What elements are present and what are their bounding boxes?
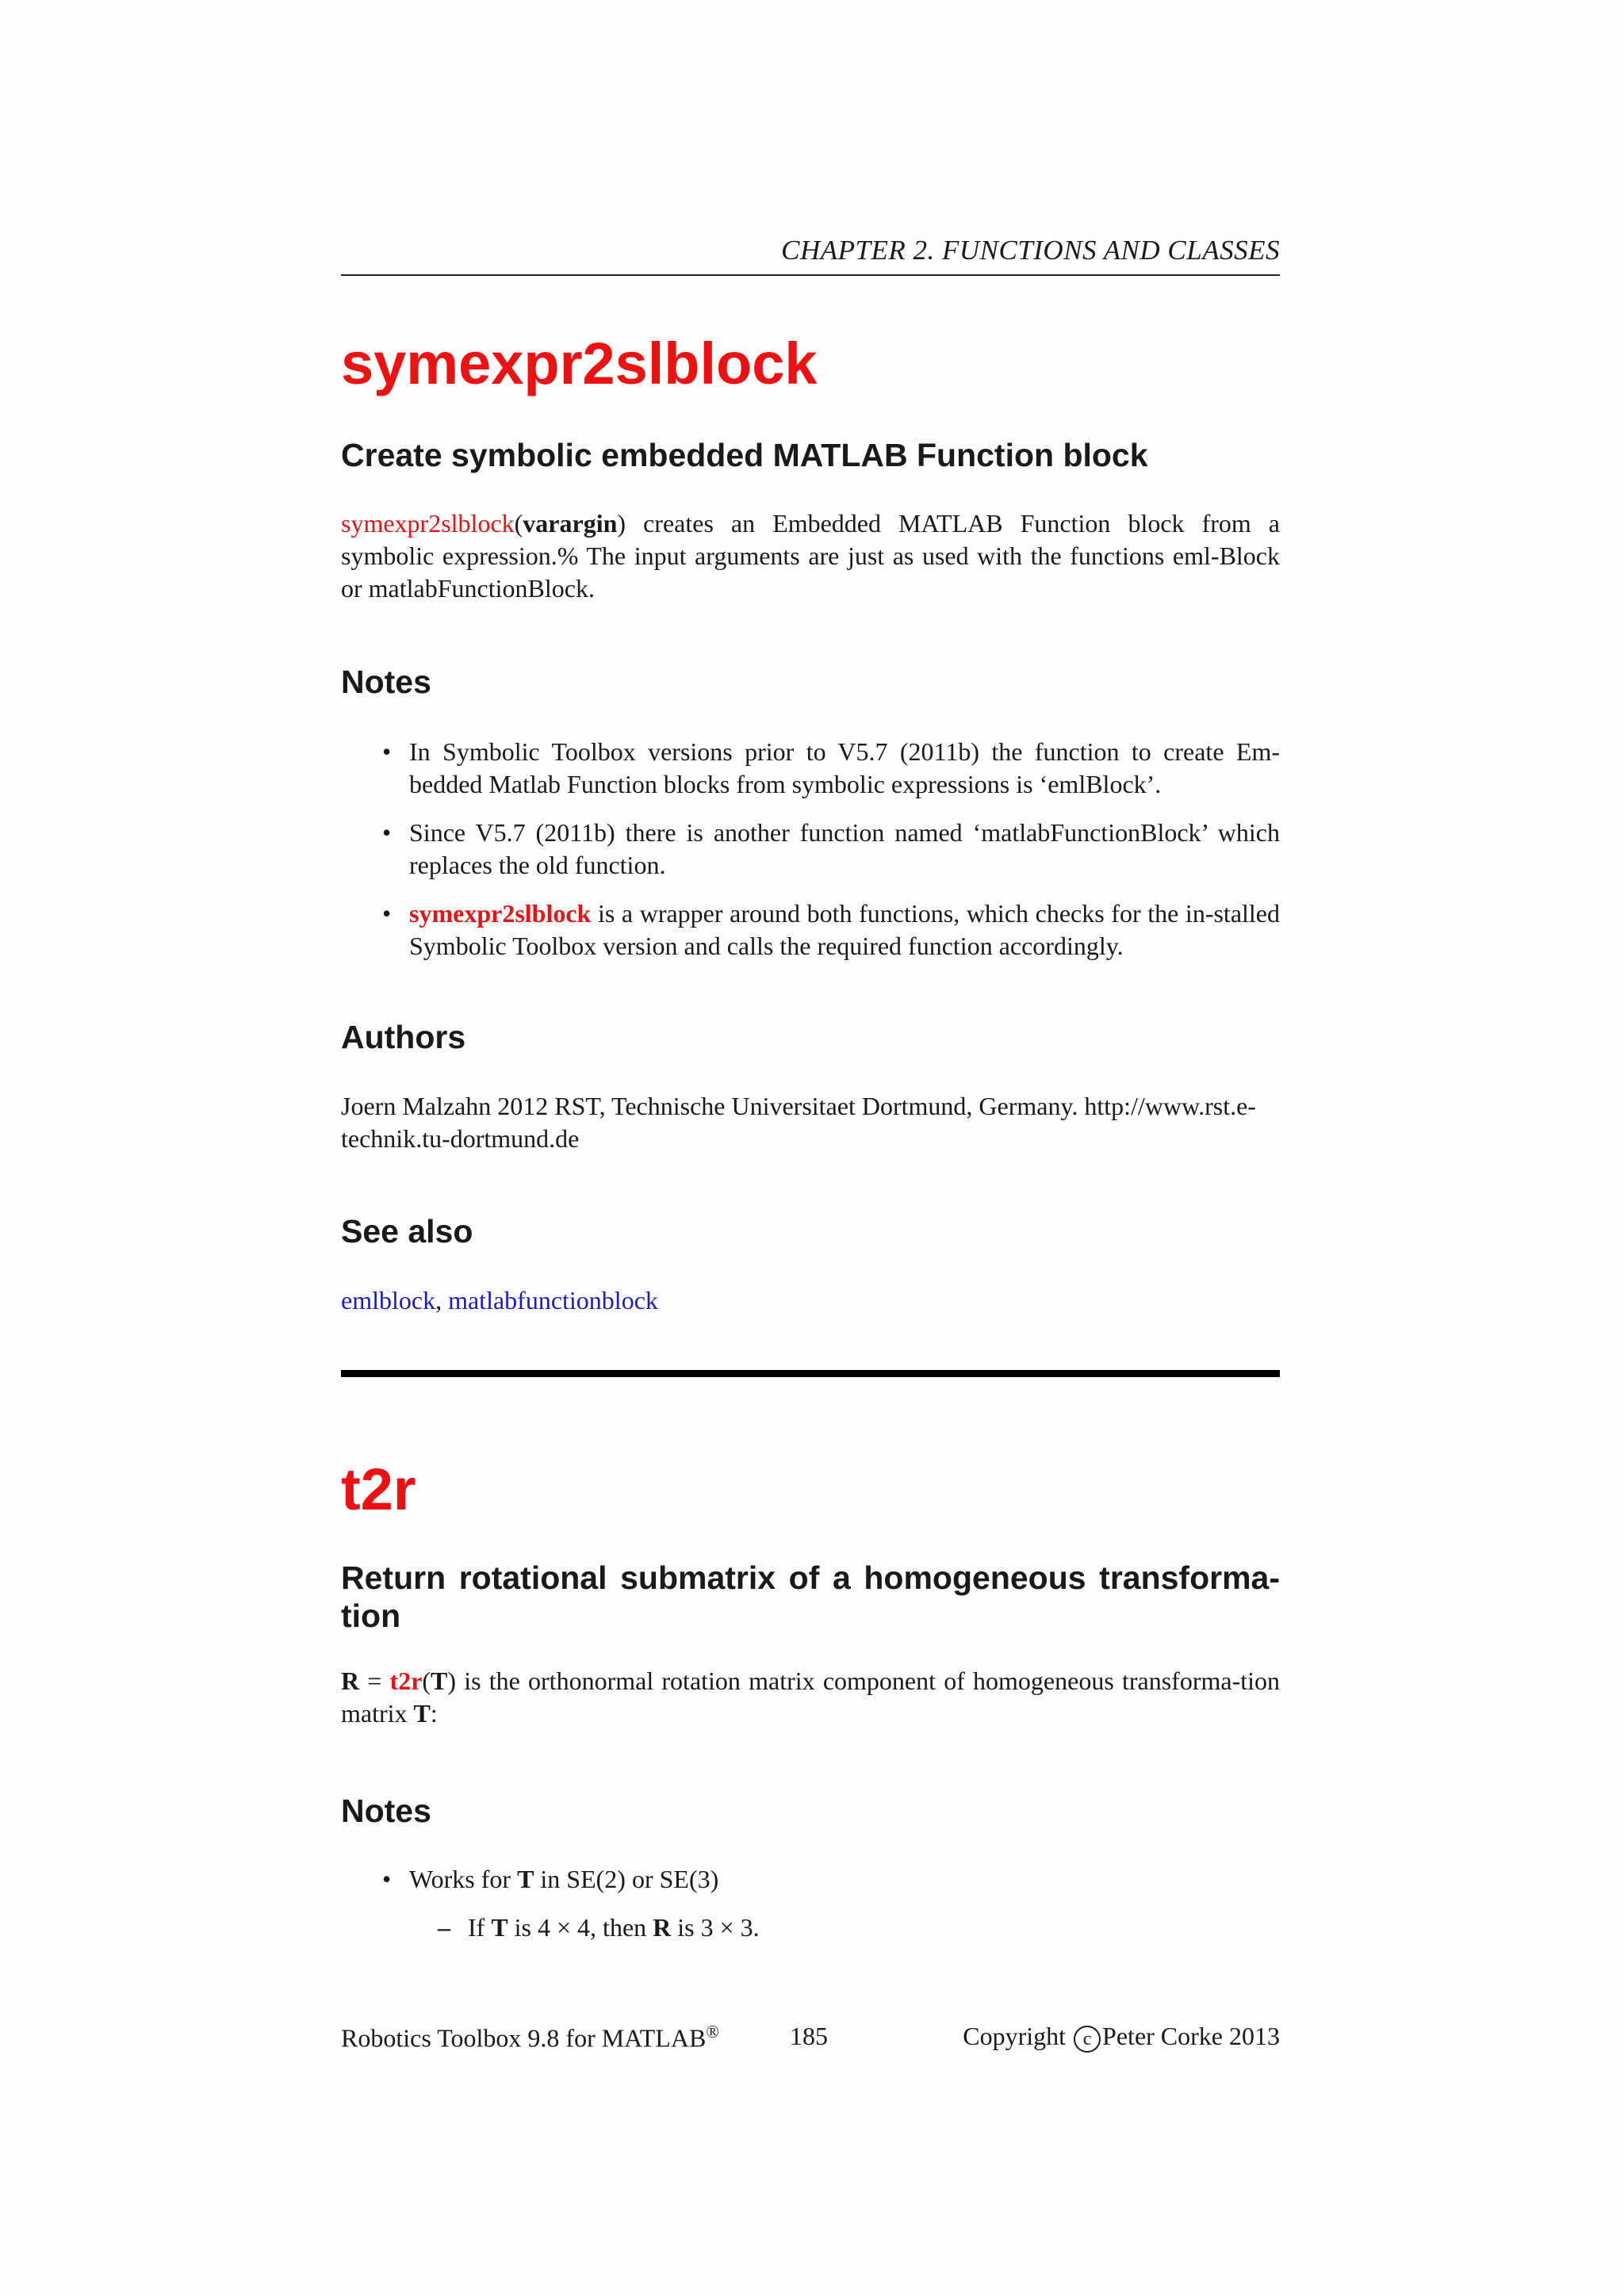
footer-copyright: Copyright c Peter Corke 2013	[963, 2022, 1280, 2053]
function-title-symexpr2slblock: symexpr2slblock	[341, 331, 818, 396]
list-item: • symexpr2slblock is a wrapper around both functions, which checks for the in-stalled Symbolic Toolbox version and calls the required function accordingly.	[382, 899, 1280, 960]
list-item: • Works for T in SE(2) or SE(3) – If T is 4 × 4, then R is 3 × 3.	[341, 1863, 1280, 1944]
bullet-icon: •	[382, 899, 392, 928]
argument-name: varargin	[523, 509, 618, 538]
authors-text: Joern Malzahn 2012 RST, Technische Universitaet Dortmund, Germany. http://www.rst.e-technik.tu-dortmund.de	[341, 1092, 1256, 1153]
function-title-t2r: t2r	[341, 1456, 416, 1522]
notes-list	[341, 736, 1280, 978]
list-item: – If T is 4 × 4, then R is 3 × 3.	[341, 1911, 1280, 1944]
entry-separator-rule	[341, 1370, 1280, 1377]
sub-notes-list	[409, 1911, 1280, 1944]
bullet-icon: •	[382, 1865, 392, 1893]
bullet-icon: •	[382, 737, 392, 766]
link-matlabfunctionblock[interactable]: matlabfunctionblock	[448, 1286, 658, 1314]
footer-book-title: Robotics Toolbox 9.8 for MATLAB®	[341, 2022, 719, 2053]
section-heading-authors: Authors	[341, 1019, 466, 1055]
list-item: • In Symbolic Toolbox versions prior to V5.7 (2011b) the function to create Em-bedded Matlab Function blocks from symbolic expressions is ‘emlBlock’.	[382, 737, 1280, 798]
function-subtitle: Return rotational submatrix of a homogeneous transforma-tion	[341, 1559, 1280, 1634]
copyright-icon: c	[1074, 2026, 1101, 2053]
section-heading-notes: Notes	[341, 1793, 431, 1829]
function-name-ref: symexpr2slblock	[341, 509, 515, 538]
notes-list	[341, 1863, 1280, 1960]
registered-icon: ®	[706, 2022, 719, 2042]
function-name-ref: t2r	[389, 1667, 423, 1695]
function-subtitle: Create symbolic embedded MATLAB Function block	[341, 437, 1148, 473]
page-number: 185	[790, 2022, 828, 2050]
bullet-icon: •	[382, 818, 392, 847]
function-name-ref: symexpr2slblock	[409, 899, 592, 928]
function-description: symexpr2slblock(varargin) creates an Embedded MATLAB Function block from a symbolic expression.% The input arguments are just as used with the functions eml-Block or matlabFunctionBlock.	[341, 509, 1280, 603]
see-also-links: emlblock, matlabfunctionblock	[341, 1286, 658, 1314]
section-heading-see-also: See also	[341, 1213, 473, 1249]
list-item: • Since V5.7 (2011b) there is another function named ‘matlabFunctionBlock’ which replaces the old function.	[382, 818, 1280, 879]
section-heading-notes: Notes	[341, 664, 431, 700]
function-description: R = t2r(T) is the orthonormal rotation matrix component of homogeneous transforma-tion matrix T:	[341, 1667, 1281, 1728]
dash-icon: –	[438, 1913, 450, 1942]
page-footer	[341, 2022, 1280, 2061]
link-emlblock[interactable]: emlblock	[341, 1286, 436, 1314]
header-rule	[341, 274, 1280, 276]
running-head: CHAPTER 2. FUNCTIONS AND CLASSES	[781, 235, 1280, 266]
